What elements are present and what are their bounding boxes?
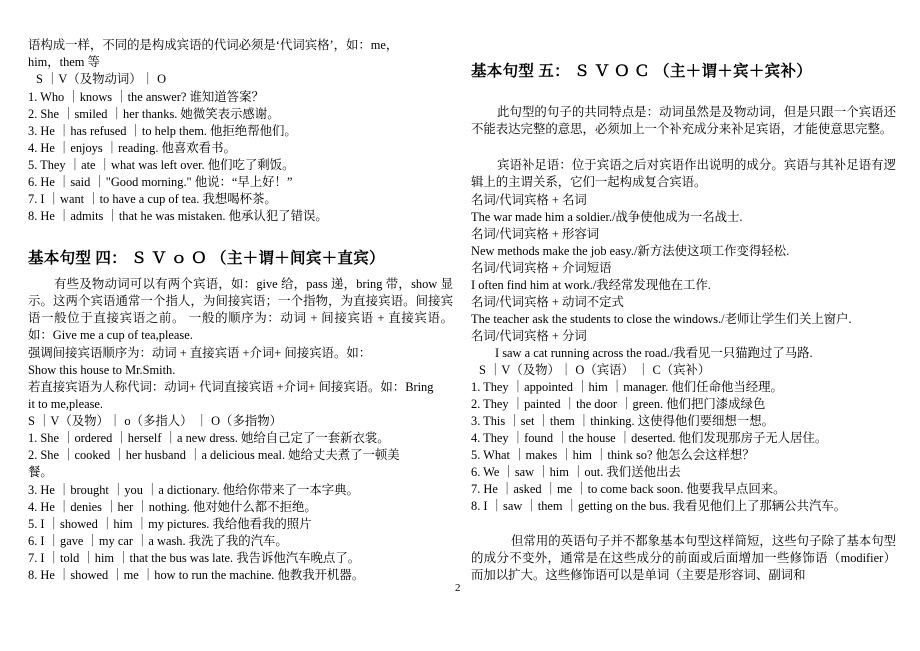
section-4-title: 基本句型 四： Ｓ Ｖ ｏ Ｏ （主＋谓＋间宾＋直宾） (28, 250, 385, 267)
intro-line: 语构成一样，不同的是构成宾语的代词必须是‘代词宾格’，如：me， (28, 38, 399, 52)
pattern-line: The war made him a soldier./战争使他成为一名战士. (471, 210, 743, 224)
svo-header: S ｜V（及物动词）｜ O (36, 72, 167, 86)
svoo-example: 6. I ｜gave ｜my car ｜a wash. 我洗了我的汽车。 (28, 534, 288, 548)
participle-example: I saw a cat running across the road./我看见一只猫跑过了马路. (495, 346, 813, 360)
svo-example: 6. He ｜said ｜"Good morning." 他说：“早上好！” (28, 175, 293, 189)
svo-example: 3. He ｜has refused ｜to help them. 他拒绝帮他们。 (28, 124, 297, 138)
svoc-example: 1. They ｜appointed ｜him ｜manager. 他们任命他当经理。 (471, 380, 783, 394)
pattern-line: I often find him at work./我经常发现他在工作. (471, 278, 711, 292)
section-4-line: 强调间接宾语顺序为：动词 + 直接宾语 +介词+ 间接宾语。如： (28, 346, 372, 360)
pattern-line: 名词/代词宾格 + 分词 (471, 329, 587, 343)
svoo-example: 8. He ｜showed ｜me ｜how to run the machine. 他教我开机器。 (28, 568, 365, 582)
svo-example: 1. Who ｜knows ｜the answer? 谁知道答案？ (28, 90, 264, 104)
section-5-paragraph-1: 此句型的句子的共同特点是：动词虽然是及物动词，但是只跟一个宾语还不能表达完整的意思，必须加上一个补充成分来补足宾语，才能使意思完整。 (471, 105, 896, 136)
page-number: 2 (455, 582, 461, 594)
section-5-paragraph-2: 宾语补足语：位于宾语之后对宾语作出说明的成分。宾语与其补足语有逻辑上的主谓关系，它们一起构成复合宾语。 (471, 158, 896, 189)
svo-example: 2. She ｜smiled ｜her thanks. 她微笑表示感谢。 (28, 107, 280, 121)
svoc-header: S ｜V（及物）｜ O（宾语） ｜ C（宾补） (479, 363, 711, 377)
svoo-example: 4. He ｜denies ｜her ｜nothing. 他对她什么都不拒绝。 (28, 500, 317, 514)
svoo-example: 餐。 (28, 465, 53, 479)
pattern-line: 名词/代词宾格 + 名词 (471, 193, 587, 207)
svo-example: 5. They ｜ate ｜what was left over. 他们吃了剩饭。 (28, 158, 295, 172)
section-4-line: Show this house to Mr.Smith. (28, 363, 176, 377)
svoc-example: 2. They ｜painted ｜the door ｜green. 他们把门漆成绿色 (471, 397, 766, 411)
svoo-header: S ｜V（及物）｜ o（多指人） ｜ O（多指物） (28, 414, 283, 428)
svoc-example: 4. They ｜found ｜the house ｜deserted. 他们发现那房子无人居住。 (471, 431, 828, 445)
pattern-line: 名词/代词宾格 + 动词不定式 (471, 295, 624, 309)
intro-line: him，them 等 (28, 55, 100, 69)
svoc-example: 5. What ｜makes ｜him ｜think so? 他怎么会这样想？ (471, 448, 755, 462)
pattern-line: 名词/代词宾格 + 介词短语 (471, 261, 612, 275)
svoc-example: 8. I ｜saw ｜them ｜getting on the bus. 我看见他们上了那辆公共汽车。 (471, 499, 847, 513)
svoc-example: 3. This ｜set ｜them ｜thinking. 这使得他们要细想一想。 (471, 414, 774, 428)
pattern-line: The teacher ask the students to close the windows./老师让学生们关上窗户. (471, 312, 852, 326)
section-4-line: 若直接宾语为人称代词：动词+ 代词直接宾语 +介词+ 间接宾语。如：Bring (28, 380, 434, 394)
svoc-example: 7. He ｜asked ｜me ｜to come back soon. 他要我早点回来。 (471, 482, 786, 496)
svoo-example: 1. She ｜ordered ｜herself ｜a new dress. 她给自己定了一套新衣裳。 (28, 431, 390, 445)
section-4-line: it to me,please. (28, 397, 104, 411)
svoo-example: 3. He ｜brought ｜you ｜a dictionary. 他给你带来了一本字典。 (28, 483, 359, 497)
svo-example: 4. He ｜enjoys ｜reading. 他喜欢看书。 (28, 141, 236, 155)
section-4-paragraph: 有些及物动词可以有两个宾语，如：give 给，pass 递，bring 带，show 显示。这两个宾语通常一个指人，为间接宾语；一个指物，为直接宾语。间接宾语一般位于直接宾语之前。 一般的顺序为：动词 + 间接宾语 + 直接宾语。如：Give me a cup of tea,please. (28, 277, 453, 342)
svoc-example: 6. We ｜saw ｜him ｜out. 我们送他出去 (471, 465, 681, 479)
pattern-line: 名词/代词宾格 + 形容词 (471, 227, 600, 241)
svoo-example: 5. I ｜showed ｜him ｜my pictures. 我给他看我的照片 (28, 517, 312, 531)
svoo-example: 2. She ｜cooked ｜her husband ｜a delicious meal. 她给丈夫煮了一顿美 (28, 448, 400, 462)
svo-example: 8. He ｜admits ｜that he was mistaken. 他承认犯了错误。 (28, 209, 328, 223)
svo-example: 7. I ｜want ｜to have a cup of tea. 我想喝杯茶。 (28, 192, 277, 206)
section-5-title: 基本句型 五： Ｓ Ｖ Ｏ Ｃ （主＋谓＋宾＋宾补） (471, 63, 813, 80)
svoo-example: 7. I ｜told ｜him ｜that the bus was late. 我告诉他汽车晚点了。 (28, 551, 361, 565)
closing-paragraph: 但常用的英语句子并不都象基本句型这样简短，这些句子除了基本句型的成分不变外，通常是在这些成分的前面或后面增加一些修饰语（modifier）而加以扩大。这些修饰语可以是单词（主要是形容词、副词和 (471, 534, 896, 582)
pattern-line: New methods make the job easy./新方法使这项工作变得轻松. (471, 244, 790, 258)
